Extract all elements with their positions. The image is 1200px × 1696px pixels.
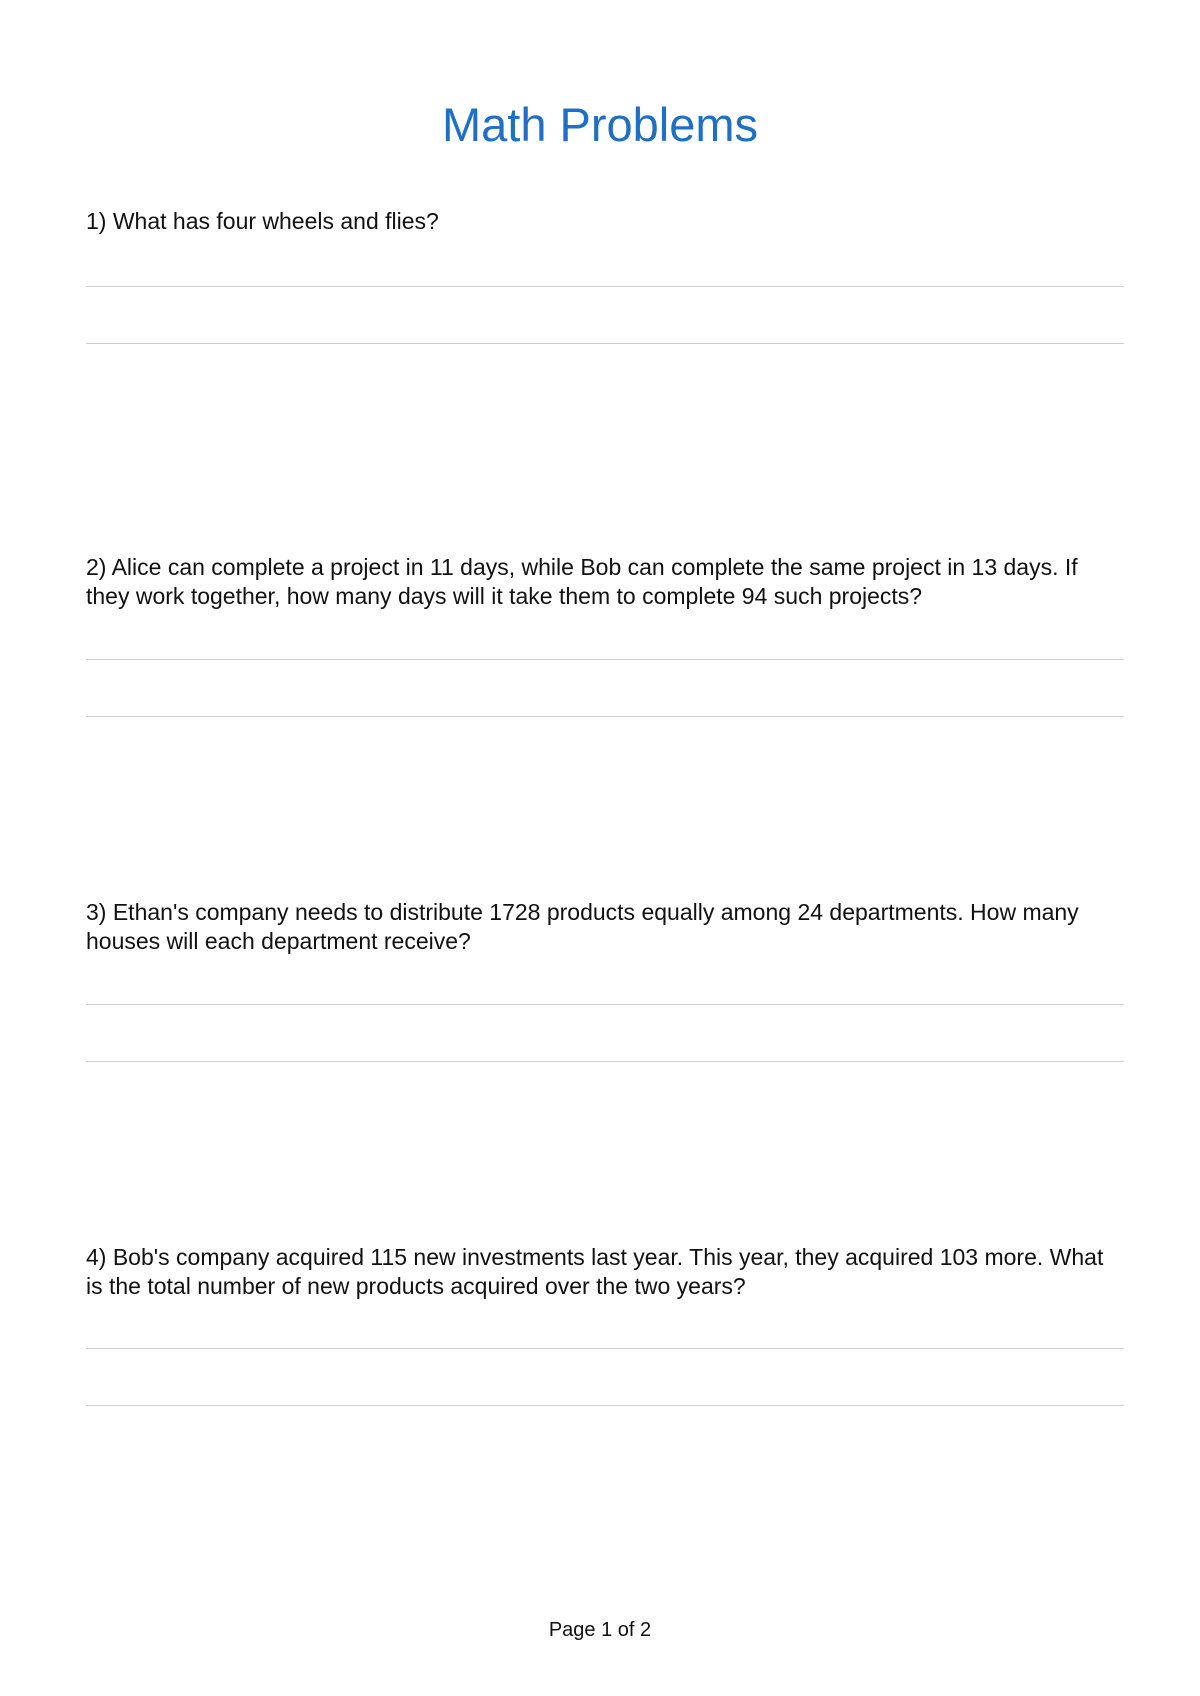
answer-line: [86, 659, 1124, 660]
answer-line: [86, 286, 1124, 287]
answer-line: [86, 1061, 1124, 1062]
question-1: 1) What has four wheels and flies?: [86, 208, 439, 234]
question-3: 3) Ethan's company needs to distribute 1728 products equally among 24 departments. How many houses will each department receive?: [86, 899, 1079, 954]
answer-line: [86, 343, 1124, 344]
page-number: Page 1 of 2: [548, 1619, 652, 1641]
question-4: 4) Bob's company acquired 115 new investments last year. This year, they acquired 103 more. What is the total number of new products acquired over the two years?: [86, 1244, 1104, 1299]
answer-line: [86, 1405, 1124, 1406]
answer-line: [86, 1348, 1124, 1349]
page-title: Math Problems: [441, 98, 759, 152]
answer-line: [86, 1004, 1124, 1005]
question-2: 2) Alice can complete a project in 11 days, while Bob can complete the same project in 13 days. If they work together, how many days will it take them to complete 94 such projects?: [86, 554, 1078, 609]
answer-line: [86, 716, 1124, 717]
